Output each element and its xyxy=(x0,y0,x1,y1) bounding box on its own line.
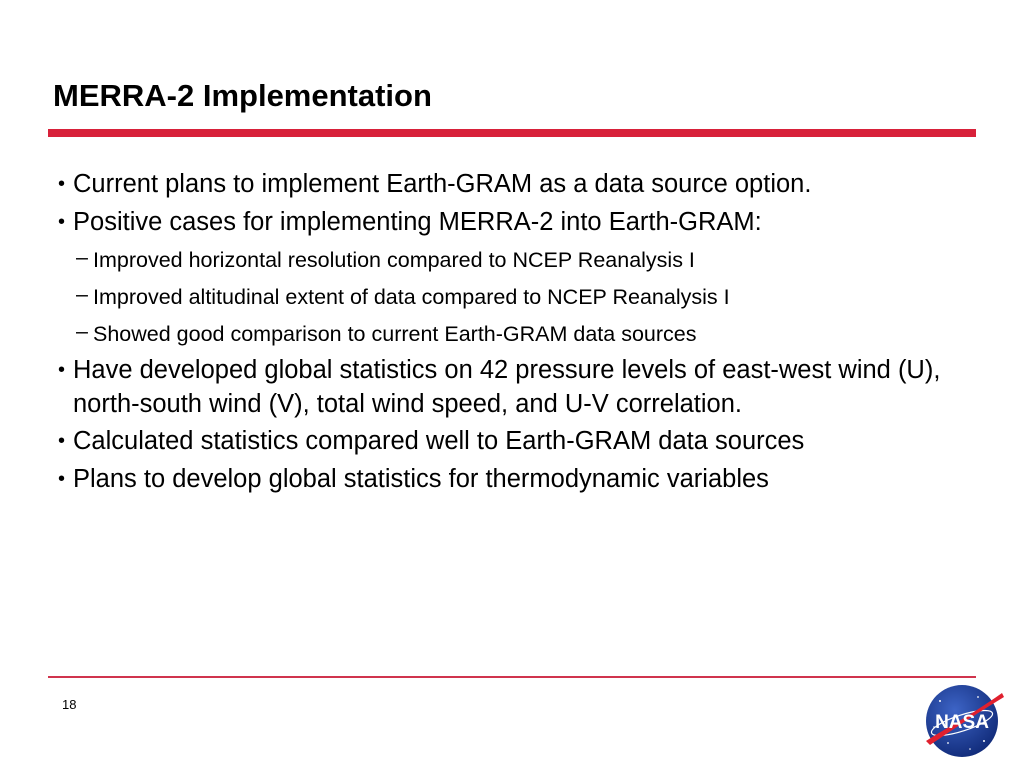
bullet-dot-icon: • xyxy=(58,468,66,490)
bullet-text: Positive cases for implementing MERRA-2 into Earth-GRAM: xyxy=(73,208,762,236)
bullet-dot-icon: • xyxy=(58,211,66,233)
bullet-text: Current plans to implement Earth-GRAM as a data source option. xyxy=(73,170,812,198)
sub-bullet-text: Improved altitudinal extent of data compared to NCEP Reanalysis I xyxy=(93,285,730,309)
slide-title: MERRA-2 Implementation xyxy=(53,78,432,113)
bullet-item xyxy=(58,353,988,421)
nasa-logo-icon xyxy=(918,683,1006,759)
bullet-dot-icon: • xyxy=(58,359,66,381)
bullet-item xyxy=(58,461,988,497)
footer-divider xyxy=(48,676,976,678)
sub-bullet-item xyxy=(58,242,988,279)
dash-icon: – xyxy=(76,282,88,306)
bullet-item xyxy=(58,204,988,240)
bullet-item xyxy=(58,423,988,459)
sub-bullet-item xyxy=(58,316,988,353)
dash-icon: – xyxy=(76,319,88,343)
bullet-text: Plans to develop global statistics for thermodynamic variables xyxy=(73,465,769,493)
bullet-item xyxy=(58,166,988,202)
dash-icon: – xyxy=(76,245,88,269)
bullet-dot-icon: • xyxy=(58,430,66,452)
bullet-text: Calculated statistics compared well to Earth-GRAM data sources xyxy=(73,427,805,455)
page-number: 18 xyxy=(62,697,77,712)
logo-text: NASA xyxy=(935,712,989,733)
sub-bullet-text: Showed good comparison to current Earth-GRAM data sources xyxy=(93,322,697,346)
title-underline xyxy=(48,129,976,137)
bullet-text: Have developed global statistics on 42 pressure levels of east-west wind (U), north-south wind (V), total wind speed, and U-V correlation. xyxy=(73,356,941,418)
sub-bullet-text: Improved horizontal resolution compared to NCEP Reanalysis I xyxy=(93,248,695,272)
bullet-dot-icon: • xyxy=(58,173,66,195)
sub-bullet-item xyxy=(58,279,988,316)
bullet-list xyxy=(58,166,988,499)
